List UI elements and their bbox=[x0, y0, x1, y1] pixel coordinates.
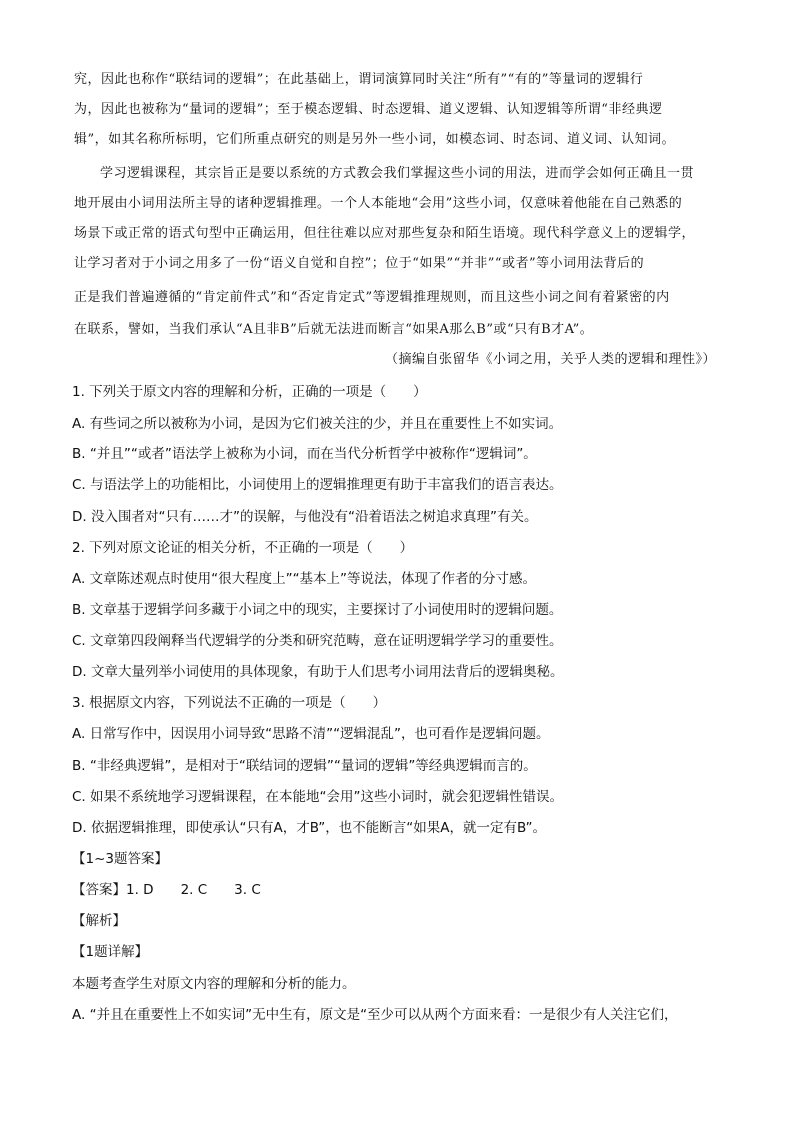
passage-line: 在联系，譬如，当我们承认“A且非B”后就无法进而断言“如果A那么B”或“只有B才A”。 bbox=[74, 322, 594, 337]
question-option: C. 如果不系统地学习逻辑课程，在本能地“会用”这些小词时，就会犯逻辑性错误。 bbox=[72, 789, 563, 805]
question-option: C. 文章第四段阐释当代逻辑学的分类和研究范畴，意在证明逻辑学学习的重要性。 bbox=[72, 633, 563, 649]
passage-line: 让学习者对于小词之用多了一份“语义自觉和自控”；位于“如果”“并非”“或者”等小词用法背后的 bbox=[74, 256, 645, 271]
detail-option-a: A. “并且在重要性上不如实词”无中生有，原文是“至少可以从两个方面来看：一是很少有人关注它们， bbox=[72, 1007, 678, 1023]
question-option: D. 没入围者对“只有……才”的误解，与他没有“沿着语法之树追求真理”有关。 bbox=[72, 509, 538, 525]
question-option: A. 有些词之所以被称为小词，是因为它们被关注的少，并且在重要性上不如实词。 bbox=[72, 416, 563, 432]
question-option: C. 与语法学上的功能相比，小词使用上的逻辑推理更有助于丰富我们的语言表达。 bbox=[72, 477, 563, 493]
detail-intro: 本题考查学生对原文内容的理解和分析的能力。 bbox=[72, 976, 356, 992]
question-stem: 3. 根据原文内容，下列说法不正确的一项是（ ） bbox=[72, 695, 387, 711]
question-option: A. 文章陈述观点时使用“很大程度上”“基本上”等说法，体现了作者的分寸感。 bbox=[72, 571, 537, 587]
detail-heading: 【1题详解】 bbox=[72, 944, 149, 960]
question-stem: 1. 下列关于原文内容的理解和分析，正确的一项是（ ） bbox=[72, 384, 427, 400]
question-option: D. 文章大量列举小词使用的具体现象，有助于人们思考小词用法背后的逻辑奥秘。 bbox=[72, 664, 564, 680]
analysis-label: 【解析】 bbox=[72, 913, 126, 929]
passage-line: 正是我们普遍遵循的“肯定前件式”和“否定肯定式”等逻辑推理规则，而且这些小词之间有着紧密的内 bbox=[74, 290, 670, 305]
answer-line: 【答案】1. D 2. C 3. C bbox=[72, 882, 261, 898]
question-option: B. 文章基于逻辑学问多藏于小词之中的现实，主要探讨了小词使用时的逻辑问题。 bbox=[72, 602, 563, 618]
passage-source: （摘编自张留华《小词之用，关乎人类的逻辑和理性》） bbox=[384, 352, 716, 367]
passage-line: 学习逻辑课程，其宗旨正是要以系统的方式教会我们掌握这些小词的用法，进而学会如何正确且一贯 bbox=[100, 166, 695, 181]
passage-line: 场景下或正常的语式句型中正确运用，但往往难以应对那些复杂和陌生语境。现代科学意义上的逻辑学， bbox=[74, 226, 696, 241]
answer-heading: 【1~3题答案】 bbox=[72, 851, 168, 867]
question-option: B. “非经典逻辑”，是相对于“联结词的逻辑”“量词的逻辑”等经典逻辑而言的。 bbox=[72, 758, 537, 774]
passage-line: 地开展由小词用法所主导的诸种逻辑推理。一个人本能地“会用”这些小词，仅意味着他能在自己熟悉的 bbox=[74, 196, 683, 211]
passage-line: 辑”，如其名称所标明，它们所重点研究的则是另外一些小词，如模态词、时态词、道义词、认知词。 bbox=[74, 132, 676, 147]
passage-line: 究，因此也称作“联结词的逻辑”；在此基础上，谓词演算同时关注“所有”“有的”等量词的逻辑行 bbox=[74, 72, 644, 87]
question-stem: 2. 下列对原文论证的相关分析，不正确的一项是（ ） bbox=[72, 540, 414, 556]
question-option: D. 依据逻辑推理，即使承认“只有A，才B”，也不能断言“如果A，就一定有B”。 bbox=[72, 820, 546, 836]
question-option: A. 日常写作中，因误用小词导致“思路不清”“逻辑混乱”，也可看作是逻辑问题。 bbox=[72, 726, 550, 742]
question-option: B. “并且”“或者”语法学上被称为小词，而在当代分析哲学中被称作“逻辑词”。 bbox=[72, 446, 537, 462]
passage-line: 为，因此也被称为“量词的逻辑”；至于模态逻辑、时态逻辑、道义逻辑、认知逻辑等所谓“非经典逻 bbox=[74, 102, 663, 117]
